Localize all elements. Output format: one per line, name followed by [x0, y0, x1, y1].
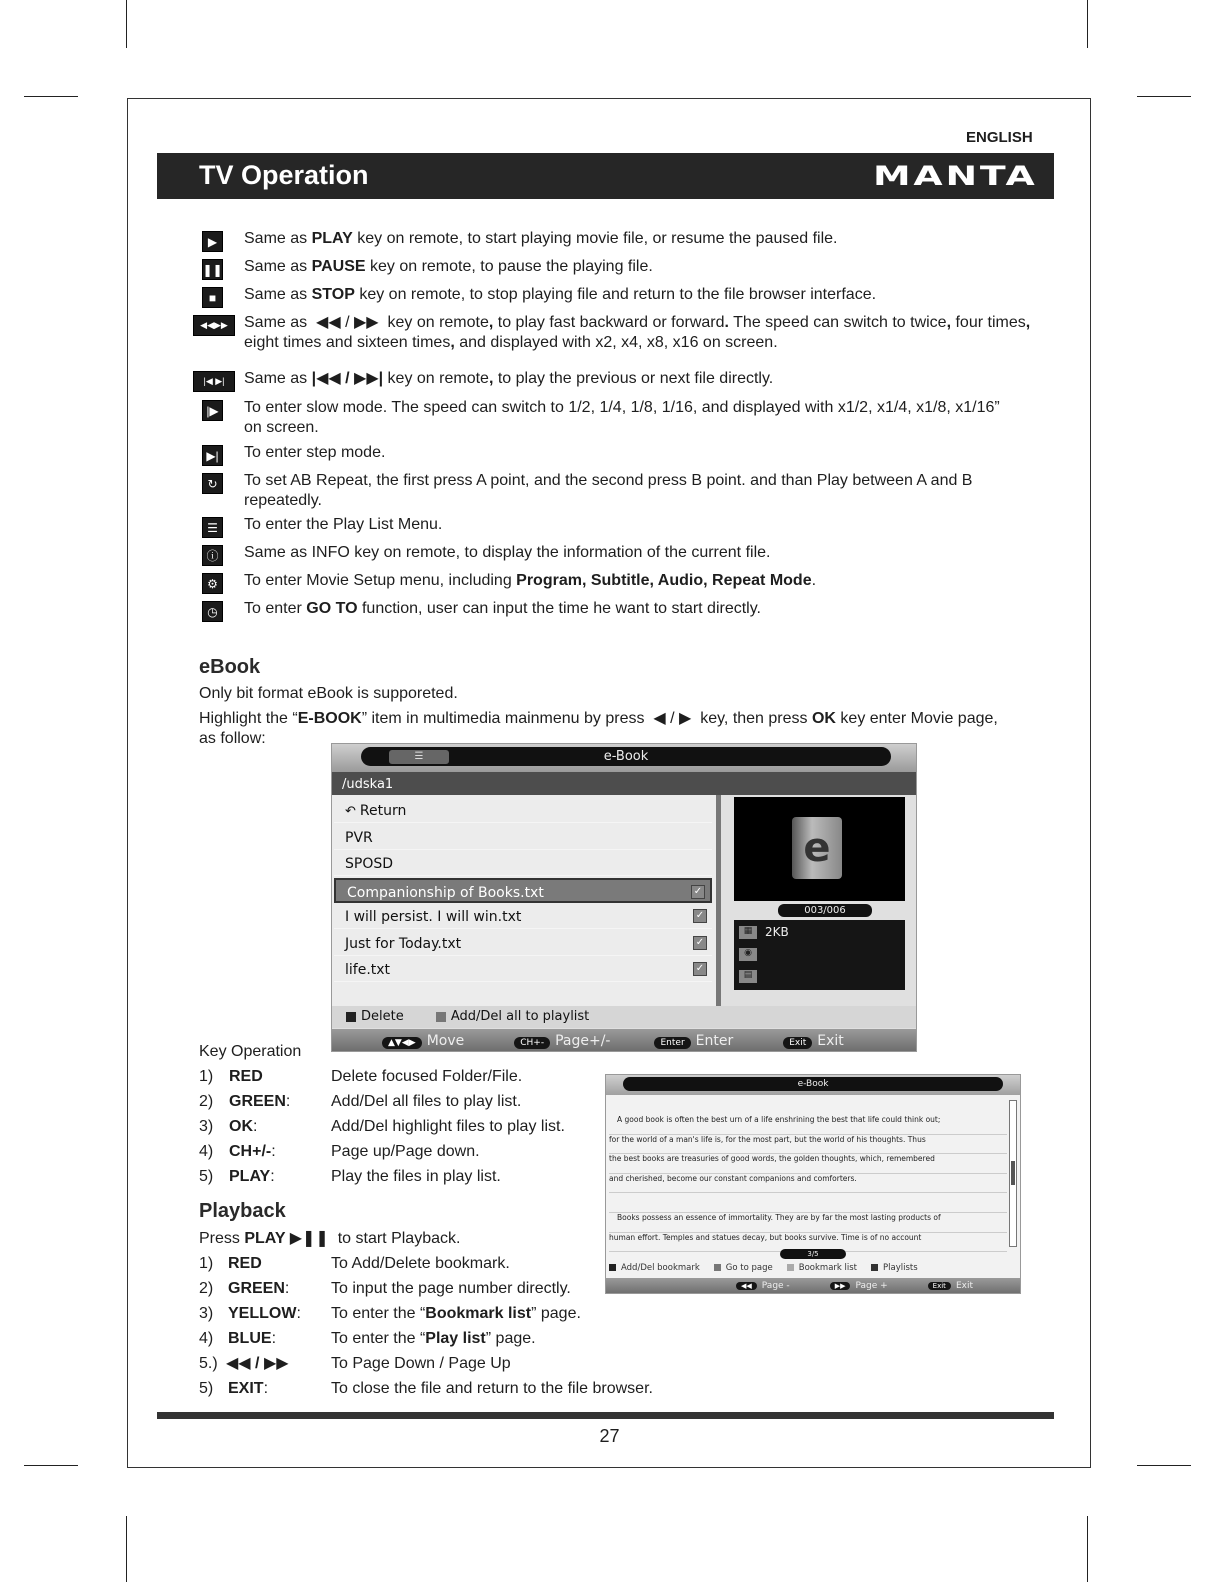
file-list-item[interactable]	[334, 904, 712, 929]
key-hint-label: Page +	[855, 1281, 888, 1291]
brand-logo: MANTA	[873, 161, 1038, 192]
list-number: 3)	[199, 1305, 214, 1322]
key-name: YELLOW:	[228, 1305, 301, 1322]
file-list-item[interactable]	[334, 957, 712, 982]
key-description: Play the files in play list.	[331, 1168, 501, 1185]
color-key-square	[609, 1264, 616, 1271]
key-name: RED	[228, 1255, 262, 1272]
file-name: Return	[359, 803, 407, 819]
control-description: To enter the Play List Menu.	[244, 516, 443, 533]
footer-rule	[157, 1412, 1054, 1419]
file-list-item[interactable]	[334, 825, 712, 850]
key-description: To enter the “Bookmark list” page.	[331, 1305, 581, 1322]
key-hint-label: Enter	[695, 1033, 734, 1049]
key-name: GREEN:	[228, 1280, 290, 1297]
file-list-item[interactable]	[334, 851, 712, 876]
control-description: To enter GO TO function, user can input the time he want to start directly.	[244, 600, 761, 617]
key-name: RED	[229, 1068, 263, 1085]
key-hint-icon: Exit	[928, 1282, 951, 1290]
list-number: 5)	[199, 1380, 214, 1397]
fast-backward-forward-icon: ◀◀▶▶	[193, 315, 235, 336]
page-title: TV Operation	[199, 160, 369, 190]
list-number: 4)	[199, 1143, 214, 1160]
crop-mark	[24, 1465, 78, 1466]
reader-line: for the world of a man's life is, for the most part, but the world of his thoughts. Thus	[609, 1135, 1007, 1155]
list-number: 3)	[199, 1118, 214, 1135]
playback-heading: Playback	[199, 1200, 286, 1222]
goto-clock-icon: ◷	[202, 601, 223, 622]
checkbox-icon[interactable]: ✓	[693, 936, 707, 950]
reader-legend-label: Go to page	[725, 1263, 773, 1273]
crop-mark	[1137, 1465, 1191, 1466]
reader-line	[609, 1193, 1007, 1213]
disc-icon: ◉	[739, 948, 757, 961]
key-hint-label: Move	[426, 1033, 465, 1049]
key-description: Delete focused Folder/File.	[331, 1068, 523, 1085]
browser-title-text: e-Book	[603, 749, 649, 764]
reader-legend-label: Add/Del bookmark	[621, 1263, 700, 1273]
control-description: Same as |◀◀ / ▶▶| key on remote, to play the previous or next file directly.	[244, 370, 774, 387]
key-description: To Page Down / Page Up	[331, 1355, 511, 1372]
path-bar: /udska1	[332, 772, 917, 795]
list-number: 1)	[199, 1255, 214, 1272]
file-list-item[interactable]	[334, 798, 712, 823]
pause-icon: ❚❚	[202, 259, 223, 280]
key-description: To input the page number directly.	[331, 1280, 571, 1297]
list-icon: ☰	[389, 750, 449, 764]
ebook-reader-screen	[605, 1074, 1021, 1294]
previous-next-icon: |◀ ▶|	[193, 371, 235, 392]
reader-line: and cherished, become our constant companions and comforters.	[609, 1174, 1007, 1194]
file-size: 2KB	[765, 925, 789, 939]
ab-repeat-icon: ↻	[202, 473, 223, 494]
playback-intro: Press PLAY ▶❚❚ to start Playback.	[199, 1230, 461, 1247]
file-list-item[interactable]	[334, 878, 712, 903]
reader-legend	[609, 1263, 1019, 1277]
control-description: Same as ◀◀ / ▶▶ key on remote, to play fast backward or forward. The speed can switch to twice, four times, eight times and sixteen times, and displayed with x2, x4, x8, x16 on screen.	[244, 314, 1031, 351]
list-number: 5)	[199, 1168, 214, 1185]
size-icon: ▦	[739, 926, 757, 939]
info-panel	[734, 920, 905, 990]
key-hint-icon: ◀◀	[736, 1282, 757, 1290]
control-description: To enter slow mode. The speed can switch to 1/2, 1/4, 1/8, 1/16, and displayed with x1/2, x1/4, x1/8, x1/16” on screen.	[244, 399, 1000, 436]
crop-mark	[24, 96, 78, 97]
file-name: SPOSD	[345, 856, 394, 872]
key-name: PLAY:	[229, 1168, 275, 1185]
key-name: EXIT:	[228, 1380, 269, 1397]
file-name: life.txt	[345, 962, 391, 978]
reader-footer	[606, 1278, 1021, 1294]
green-key-square	[436, 1012, 446, 1022]
key-name: OK:	[229, 1118, 258, 1135]
list-number: 5.)	[199, 1355, 218, 1372]
crop-mark	[1087, 0, 1088, 48]
browser-legend	[332, 1006, 917, 1028]
checkbox-icon[interactable]: ✓	[691, 885, 705, 899]
card-icon: ▤	[739, 970, 757, 983]
setup-gear-icon: ⚙	[202, 573, 223, 594]
reader-line: the best books are treasuries of good words, the golden thoughts, which, remembered	[609, 1154, 1007, 1174]
checkbox-icon[interactable]: ✓	[693, 909, 707, 923]
color-key-square	[787, 1264, 794, 1271]
control-description: Same as PLAY key on remote, to start playing movie file, or resume the paused file.	[244, 230, 838, 247]
list-number: 4)	[199, 1330, 214, 1347]
list-number: 1)	[199, 1068, 214, 1085]
key-hint-icon: ▶▶	[830, 1282, 851, 1290]
crop-mark	[126, 1516, 127, 1582]
reader-scrollbar[interactable]	[1009, 1100, 1017, 1247]
info-icon: ⓘ	[202, 545, 223, 566]
section-title-bar	[157, 153, 1054, 199]
reader-scroll-thumb[interactable]	[1011, 1161, 1015, 1185]
browser-footer	[332, 1029, 917, 1052]
reader-line: human effort. Temples and statues decay, but books survive. Time is of no account	[609, 1233, 1007, 1253]
key-description: Page up/Page down.	[331, 1143, 480, 1160]
crop-mark	[1087, 1516, 1088, 1582]
legend-delete: Delete	[361, 1009, 404, 1024]
reader-legend-label: Playlists	[883, 1263, 918, 1273]
control-description: To enter step mode.	[244, 444, 386, 461]
return-arrow-icon: ↶	[345, 804, 356, 819]
key-description: To close the file and return to the file browser.	[331, 1380, 653, 1397]
ebook-browser-screen	[331, 743, 917, 1052]
step-mode-icon: ▶|	[202, 445, 223, 466]
file-name: Just for Today.txt	[345, 935, 462, 952]
slow-mode-icon: |▶	[202, 400, 223, 421]
key-hint-label: Exit	[955, 1281, 973, 1291]
list-number: 2)	[199, 1280, 214, 1297]
play-icon: ▶	[202, 231, 223, 252]
red-key-square	[346, 1012, 356, 1022]
control-description: To set AB Repeat, the first press A point, and the second press B point. and than Play between A and B repeatedly.	[244, 472, 973, 509]
key-hint-icon: CH+-	[514, 1037, 550, 1049]
crop-mark	[1137, 96, 1191, 97]
reader-line: Books possess an essence of immortality. They are by far the most lasting products of	[609, 1213, 1007, 1233]
checkbox-icon[interactable]: ✓	[693, 962, 707, 976]
ebook-logo-icon: e	[792, 817, 842, 879]
page-number: 27	[599, 1426, 620, 1446]
reader-line: A good book is often the best urn of a life enshrining the best that life could think out;	[609, 1115, 1007, 1135]
key-description: To Add/Delete bookmark.	[331, 1255, 510, 1272]
key-description: Add/Del highlight files to play list.	[331, 1118, 565, 1135]
reader-title: e-Book	[623, 1077, 1003, 1091]
key-hint-icon: Exit	[783, 1037, 812, 1049]
reader-legend-label: Bookmark list	[798, 1263, 858, 1273]
file-list-item[interactable]	[334, 931, 712, 956]
file-name: I will persist. I will win.txt	[345, 909, 522, 925]
file-name: PVR	[345, 829, 373, 846]
preview-pane	[734, 797, 905, 901]
control-description: To enter Movie Setup menu, including Program, Subtitle, Audio, Repeat Mode.	[244, 572, 817, 589]
key-hint-label: Exit	[817, 1033, 844, 1049]
reader-text	[609, 1115, 1007, 1252]
playlist-icon: ☰	[202, 517, 223, 538]
file-name: Companionship of Books.txt	[347, 884, 544, 901]
legend-add-del-all: Add/Del all to playlist	[450, 1009, 590, 1024]
control-description: Same as STOP key on remote, to stop playing file and return to the file browser interface.	[244, 286, 877, 303]
crop-mark	[126, 0, 127, 48]
ebook-intro: Only bit format eBook is supporeted.	[199, 685, 458, 702]
control-description: Same as INFO key on remote, to display the information of the current file.	[244, 544, 771, 561]
stop-icon: ■	[202, 287, 223, 308]
key-name: BLUE:	[228, 1330, 277, 1347]
file-counter: 003/006	[778, 904, 872, 917]
key-name: CH+/-:	[229, 1143, 276, 1160]
key-name: ◀◀ / ▶▶	[226, 1355, 289, 1372]
ebook-heading: eBook	[199, 656, 261, 678]
key-hint-icon: Enter	[654, 1037, 690, 1049]
reader-page-indicator: 3/5	[780, 1249, 846, 1259]
key-name: GREEN:	[229, 1093, 291, 1110]
color-key-square	[871, 1264, 878, 1271]
control-description: Same as PAUSE key on remote, to pause the playing file.	[244, 258, 653, 275]
language-label: ENGLISH	[966, 129, 1033, 146]
key-hint-label: Page -	[761, 1281, 790, 1291]
key-hint-label: Page+/-	[555, 1033, 611, 1049]
file-list	[332, 795, 716, 1008]
key-hint-icon: ▲▼◀▶	[382, 1037, 422, 1049]
key-description: To enter the “Play list” page.	[331, 1330, 536, 1347]
key-operation-title: Key Operation	[199, 1043, 302, 1060]
list-number: 2)	[199, 1093, 214, 1110]
color-key-square	[714, 1264, 721, 1271]
scrollbar[interactable]	[716, 795, 721, 1007]
ebook-instructions: Highlight the “E-BOOK” item in multimedia mainmenu by press ◀ / ▶ key, then press OK key enter Movie page, as follow:	[199, 710, 998, 747]
key-description: Add/Del all files to play list.	[331, 1093, 522, 1110]
browser-title	[361, 747, 891, 766]
